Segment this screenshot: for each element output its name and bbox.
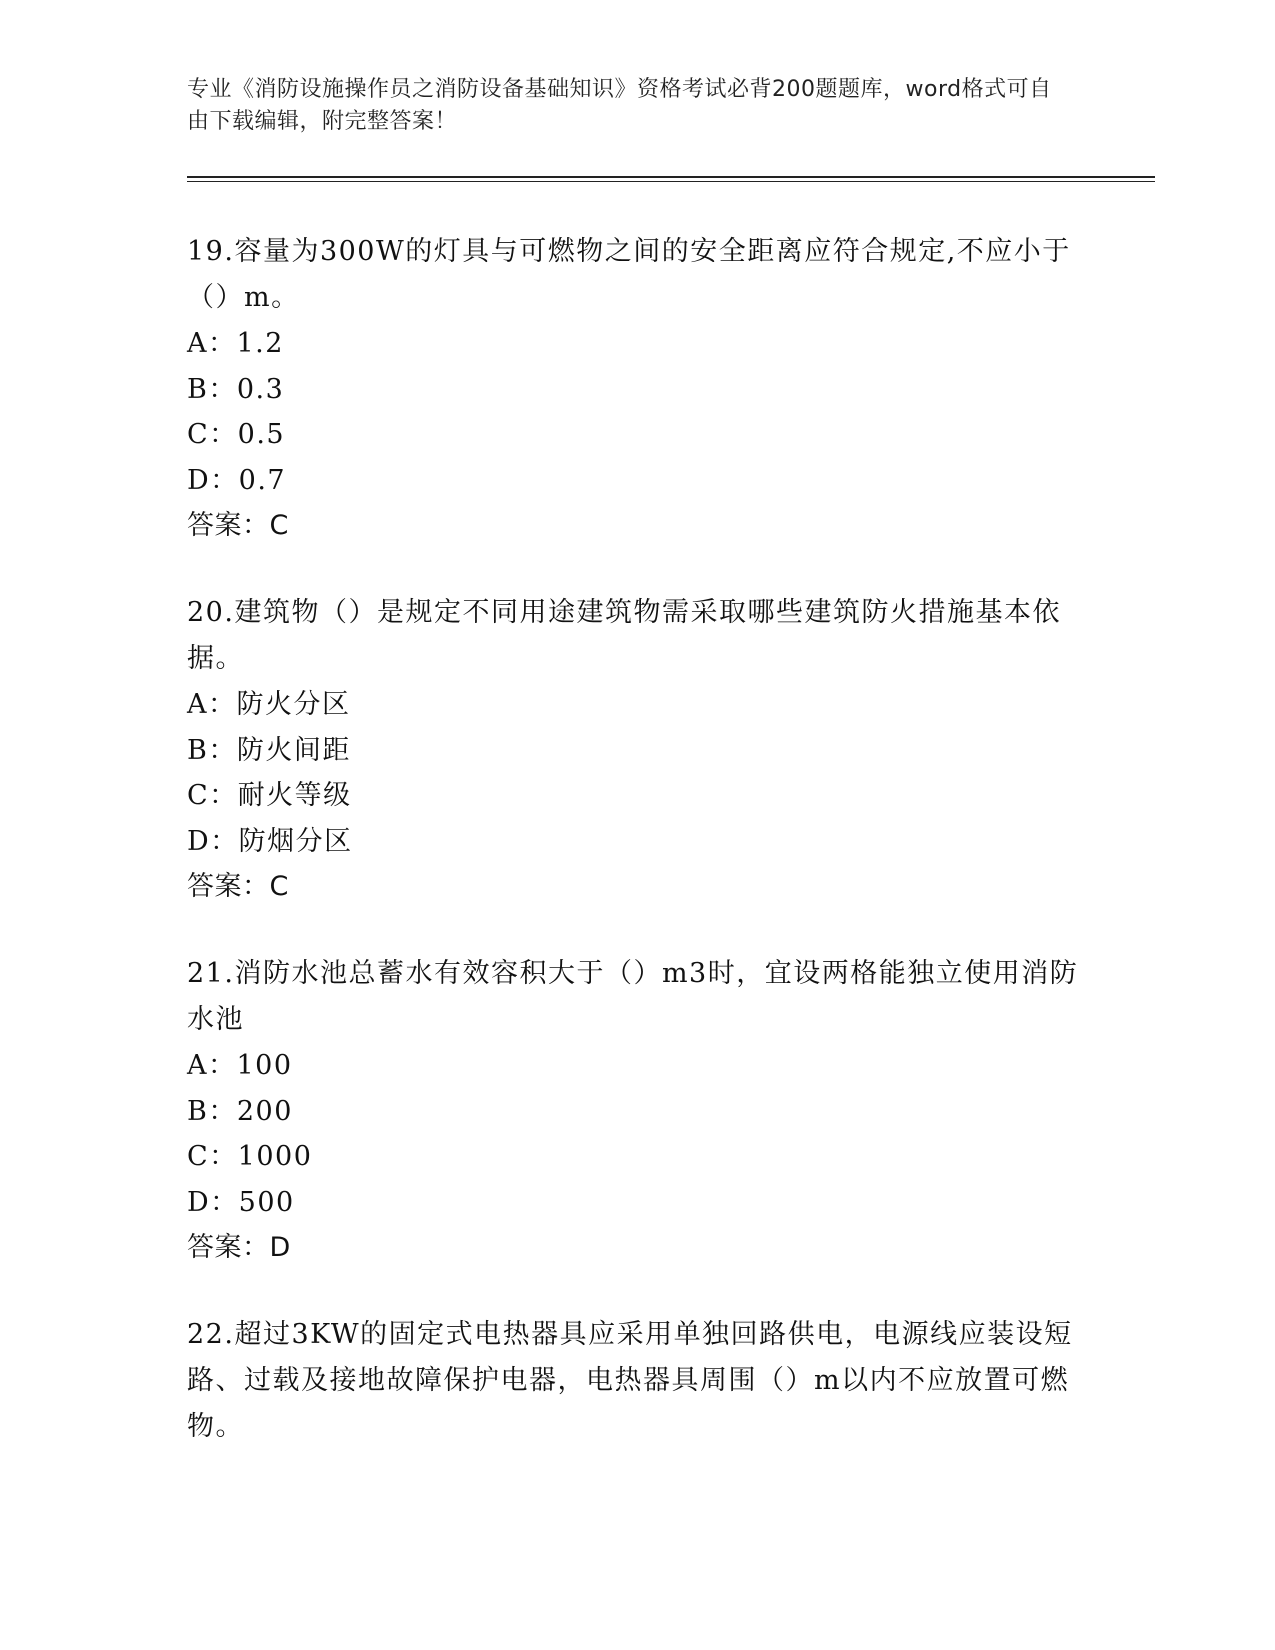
- question-text: 19.容量为300W的灯具与可燃物之间的安全距离应符合规定,不应小于（）m。: [187, 236, 1071, 313]
- option-a: A：防火分区: [187, 689, 351, 720]
- question-21: [187, 951, 1082, 1271]
- question-text: 20.建筑物（）是规定不同用途建筑物需采取哪些建筑防火措施基本依据。: [187, 597, 1061, 674]
- option-d: D：防烟分区: [187, 825, 353, 857]
- option-c: C：1000: [187, 1141, 313, 1172]
- option-b: B：防火间距: [187, 734, 351, 766]
- header-divider-thick: [187, 176, 1155, 178]
- document-intro: [187, 74, 1067, 138]
- intro-text: 专业《消防设施操作员之消防设备基础知识》资格考试必背200题题库，word格式可自由下载编辑，附完整答案！: [187, 77, 1052, 134]
- answer-line: 答案：C: [187, 510, 289, 541]
- option-a: A：100: [187, 1050, 293, 1081]
- option-b: B：200: [187, 1095, 293, 1127]
- answer-line: 答案：D: [187, 1232, 291, 1263]
- header-divider-thin: [187, 181, 1155, 182]
- answer-line: 答案：C: [187, 871, 289, 902]
- question-text: 22.超过3KW的固定式电热器具应采用单独回路供电，电源线应装设短路、过载及接地故障保护电器，电热器具周围（）m以内不应放置可燃物。: [187, 1319, 1073, 1442]
- option-c: C：耐火等级: [187, 780, 352, 811]
- option-a: A：1.2: [187, 328, 284, 359]
- option-c: C：0.5: [187, 419, 286, 450]
- option-d: D：0.7: [187, 464, 287, 496]
- question-19: [187, 229, 1082, 549]
- option-d: D：500: [187, 1186, 295, 1218]
- option-b: B：0.3: [187, 373, 285, 405]
- question-22: [187, 1312, 1082, 1450]
- question-text: 21.消防水池总蓄水有效容积大于（）m3时，宜设两格能独立使用消防水池: [187, 958, 1079, 1035]
- question-20: [187, 590, 1082, 910]
